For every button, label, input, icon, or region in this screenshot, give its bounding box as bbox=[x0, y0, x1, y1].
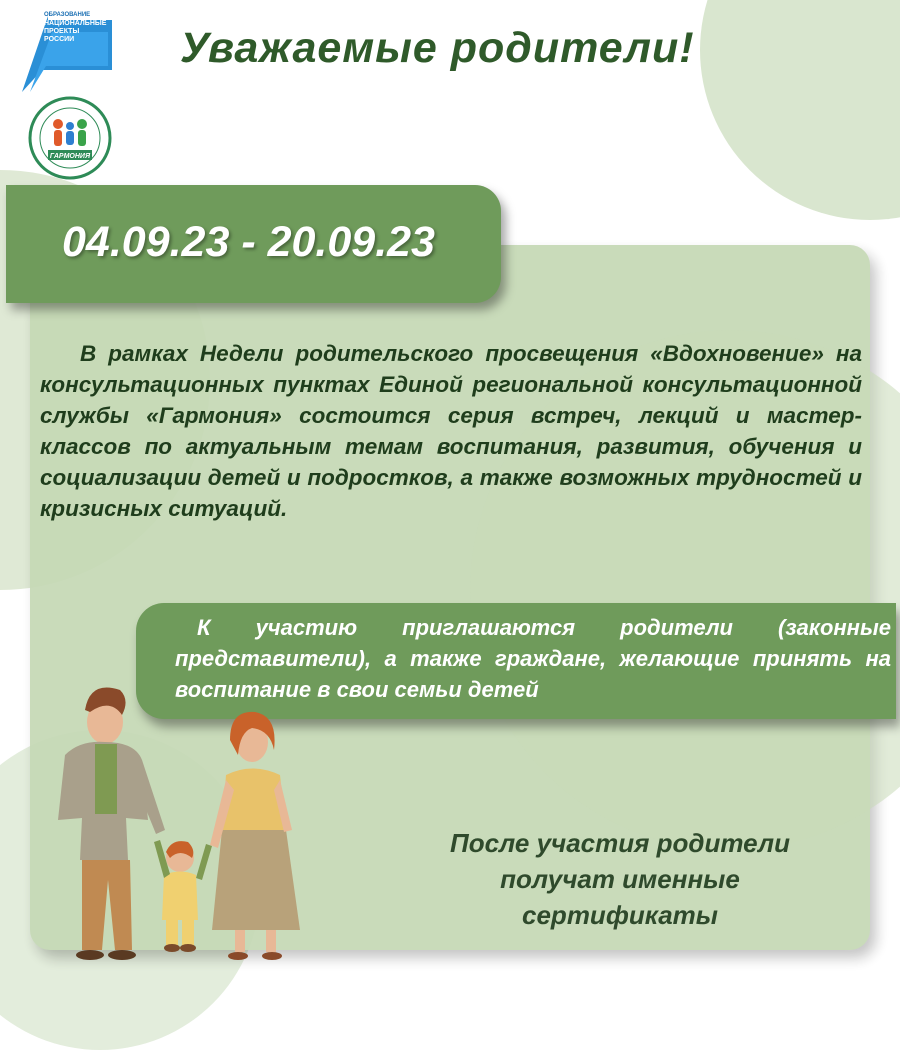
mother-figure bbox=[210, 712, 300, 960]
family-illustration bbox=[30, 680, 360, 970]
event-description: В рамках Недели родительского просвещения «Вдохновение» на консультационных пунктах Единой региональной консультационной службы «Гармония» состоится серия встреч, лекций и мастер-классов по актуальным темам воспитания, развития, обучения и социализации детей и подростков, а также возможных трудностей и кризисных ситуаций. bbox=[40, 341, 862, 521]
page-title: Уважаемые родители! bbox=[180, 24, 695, 72]
logo-np-top-text: ОБРАЗОВАНИЕ bbox=[44, 12, 91, 18]
father-figure bbox=[58, 688, 165, 961]
certificate-line-2: получат именные bbox=[500, 864, 740, 894]
garmonia-logo-name: ГАРМОНИЯ bbox=[49, 153, 91, 160]
certificate-line-3: сертификаты bbox=[522, 900, 718, 930]
child-figure bbox=[154, 840, 212, 952]
date-range: 04.09.23 - 20.09.23 bbox=[62, 218, 435, 266]
certificate-note bbox=[400, 825, 840, 933]
logo-np-text: НАЦИОНАЛЬНЫЕ ПРОЕКТЫ РОССИИ bbox=[44, 20, 107, 43]
garmonia-logo bbox=[28, 96, 112, 180]
background-circle-top-right bbox=[700, 0, 900, 220]
invite-text: К участию приглашаются родители (законные представители), а также граждане, желающие принять на воспитание в свои семьи детей bbox=[175, 615, 891, 702]
certificate-line-1: После участия родители bbox=[450, 828, 790, 858]
